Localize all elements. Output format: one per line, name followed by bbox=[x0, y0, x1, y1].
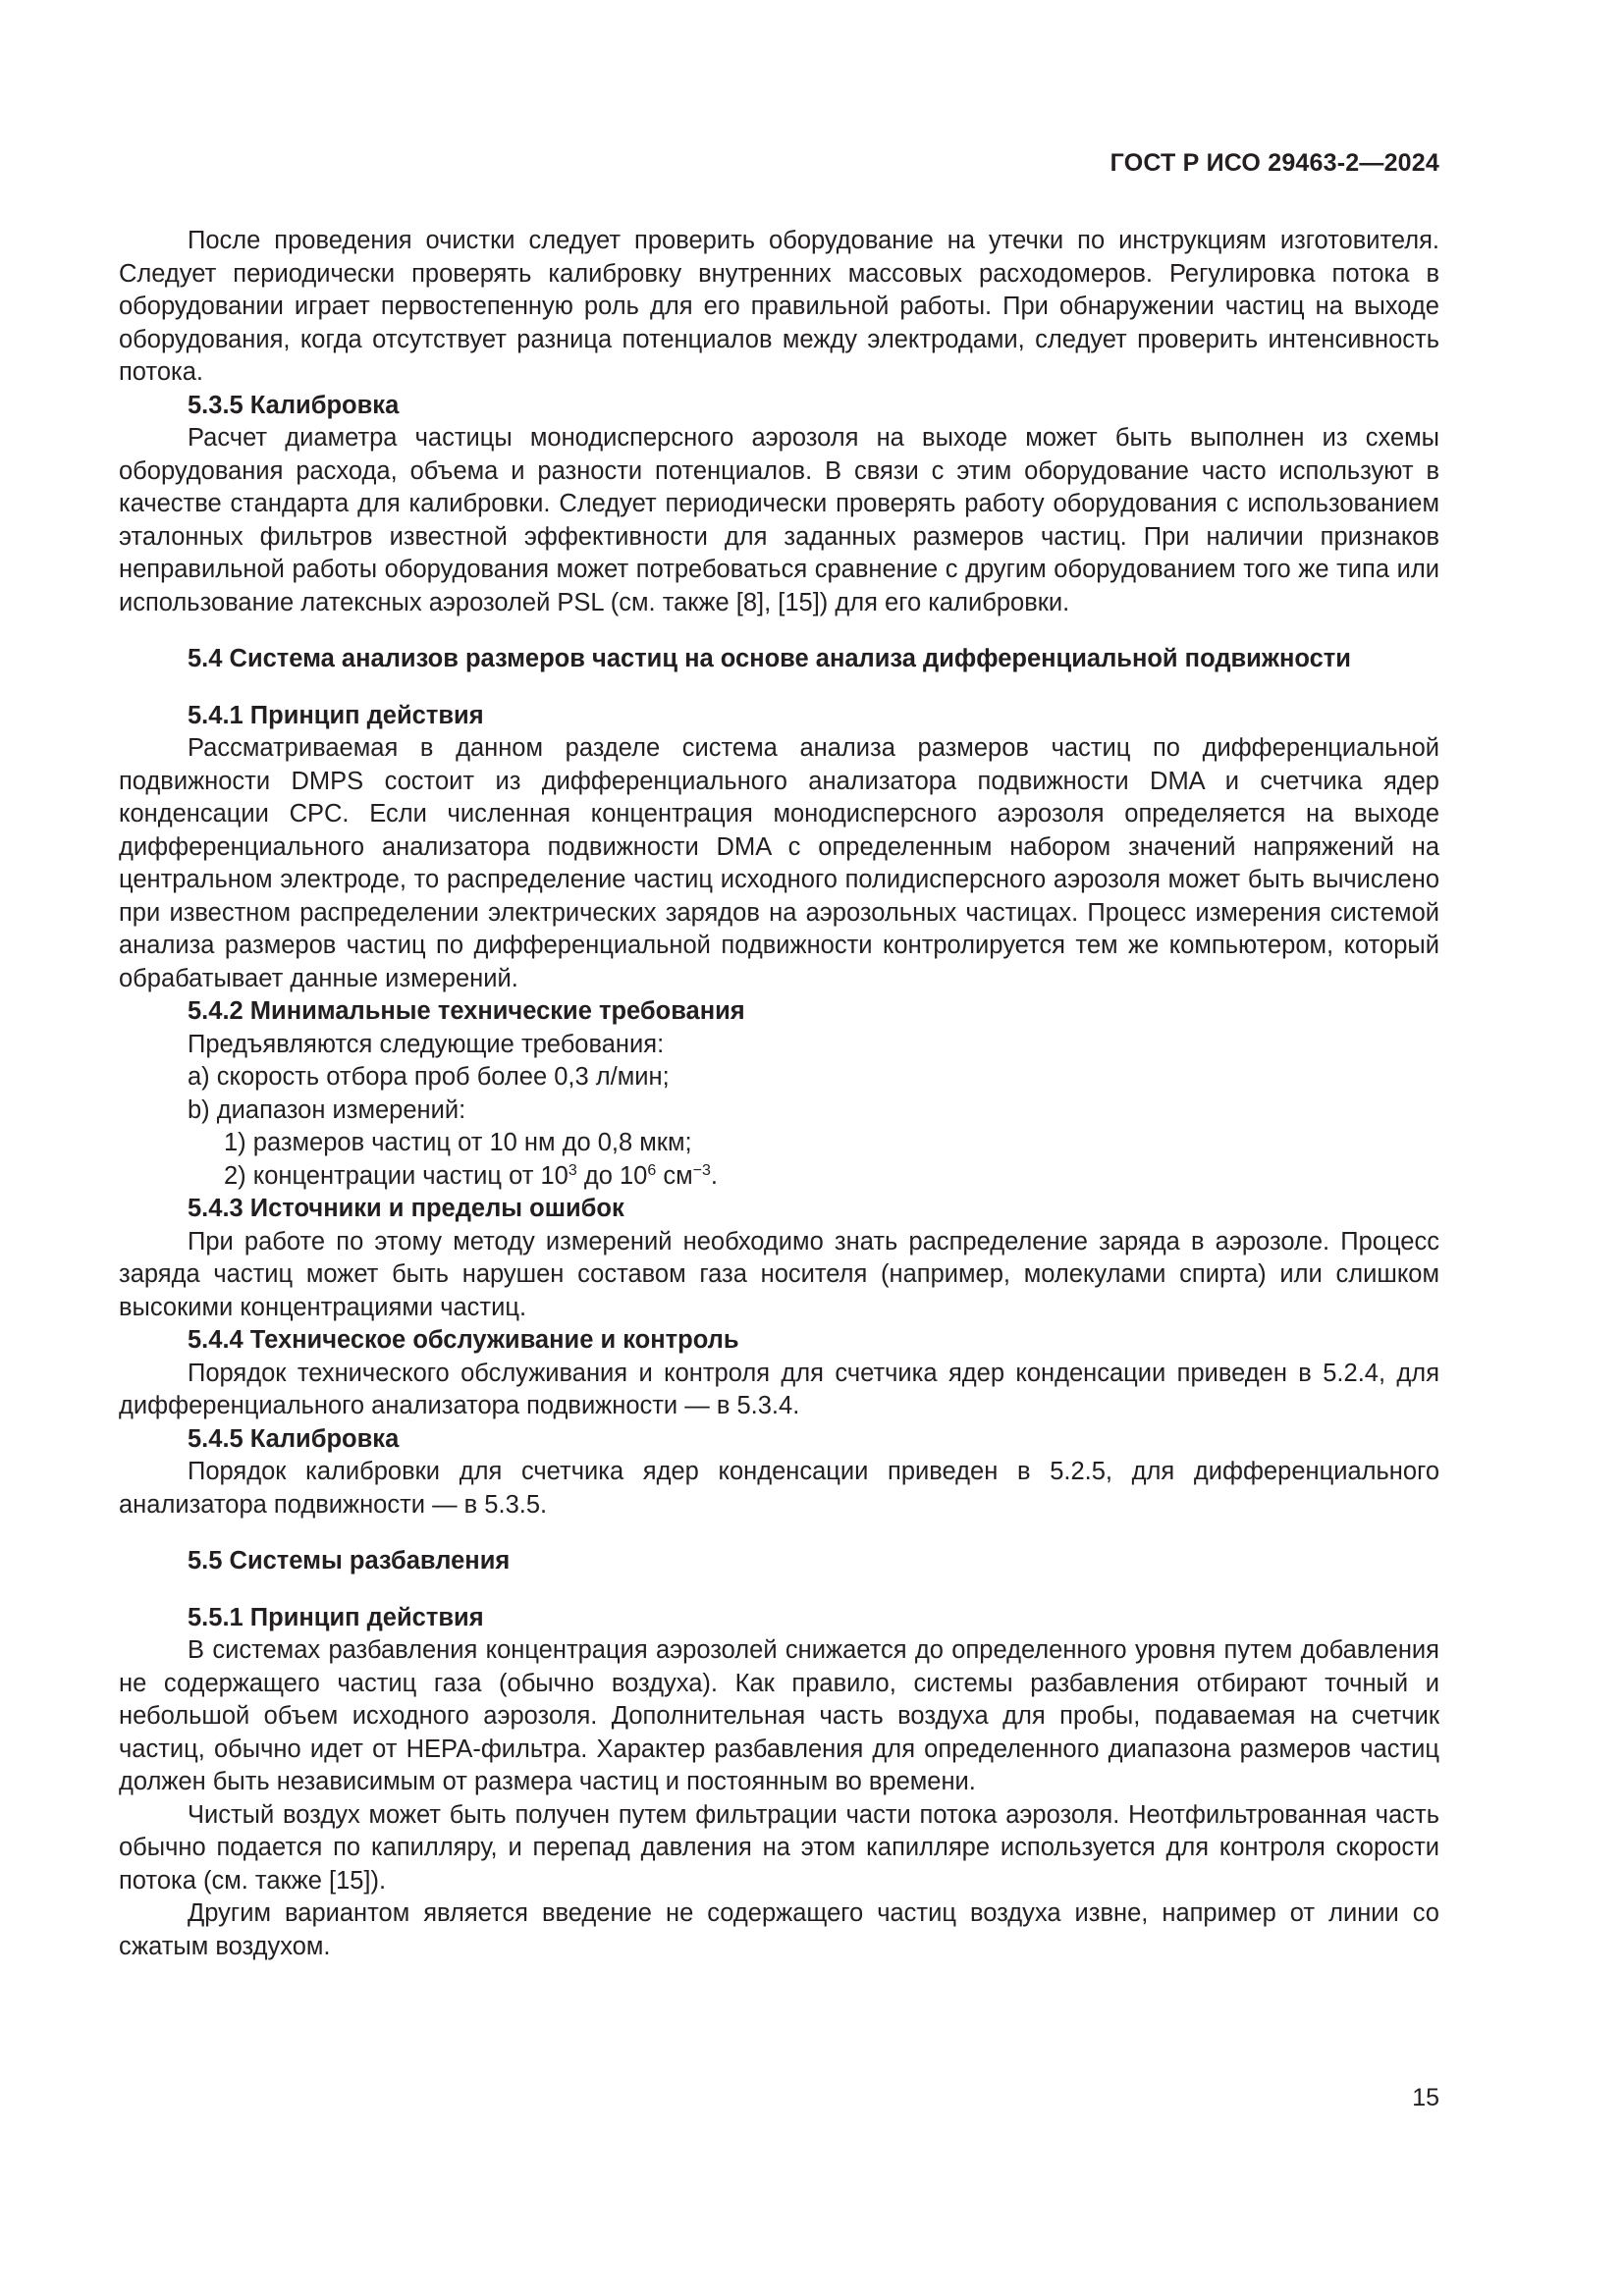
paragraph: После проведения очистки следует проверить оборудование на утечки по инструкциям изготовителя. Следует периодически проверять калибровку внутренних массовых расходомеров. Регулировка потока в оборудовании играет первостепенную роль для его правильной работы. При обнаружении частиц на выходе оборудования, когда отсутствует разница потенциалов между электродами, следует проверить интенсивность потока. bbox=[119, 227, 1439, 386]
document-body bbox=[119, 225, 1439, 1963]
text-run: . bbox=[710, 1161, 718, 1190]
text-run: до 10 bbox=[576, 1161, 648, 1190]
paragraph: Рассматриваемая в данном разделе система анализа размеров частиц по дифференциальной подвижности DMPS состоит из дифференциального анализатора подвижности DMA и счетчика ядер конденсации CPC. Если численная концентрация монодисперсного аэрозоля определяется на выходе дифференциального анализатора подвижности DMA с определенным набором значений напряжений на центральном электроде, то распределение частиц исходного полидисперсного аэрозоля может быть вычислено при известном распределении электрических зарядов на аэрозольных частицах. Процесс измерения системой анализа размеров частиц по дифференциальной подвижности контролируется тем же компьютером, который обрабатывает данные измерений. bbox=[119, 734, 1439, 992]
paragraph: Порядок технического обслуживания и контроля для счетчика ядер конденсации приведен в 5.2.4, для дифференциального анализатора подвижности — в 5.3.4. bbox=[119, 1359, 1439, 1419]
superscript: 3 bbox=[568, 1161, 577, 1179]
list-subitem bbox=[119, 1160, 1439, 1194]
superscript: −3 bbox=[692, 1161, 711, 1179]
page-number: 15 bbox=[1412, 2084, 1439, 2111]
section-heading: 5.5 Системы разбавления bbox=[188, 1547, 511, 1575]
document-header: ГОСТ Р ИСО 29463-2—2024 bbox=[1110, 149, 1439, 177]
list-subitem: 1) размеров частиц от 10 нм до 0,8 мкм; bbox=[224, 1129, 692, 1156]
subsection-heading: 5.4.4 Техническое обслуживание и контроль bbox=[188, 1326, 739, 1354]
list-item: a) скорость отбора проб более 0,3 л/мин; bbox=[188, 1063, 670, 1091]
paragraph: В системах разбавления концентрация аэрозолей снижается до определенного уровня путем добавления не содержащего частиц газа (обычно воздуха). Как правило, системы разбавления отбирают точный и небольшой объем исходного аэрозоля. Дополнительная часть воздуха для пробы, подаваемая на счетчик частиц, обычно идет от НЕРА-фильтра. Характер разбавления для определенного диапазона размеров частиц должен быть независимым от размера частиц и постоянным во времени. bbox=[119, 1636, 1439, 1795]
subsection-heading: 5.5.1 Принцип действия bbox=[188, 1603, 484, 1631]
list-item: b) диапазон измерений: bbox=[188, 1095, 466, 1124]
paragraph: Порядок калибровки для счетчика ядер конденсации приведен в 5.2.5, для дифференциального анализатора подвижности — в 5.3.5. bbox=[119, 1458, 1439, 1519]
subsection-heading: 5.4.5 Калибровка bbox=[188, 1424, 400, 1453]
subsection-heading: 5.4.3 Источники и пределы ошибок bbox=[188, 1195, 624, 1222]
paragraph: Расчет диаметра частицы монодисперсного аэрозоля на выходе может быть выполнен из схемы оборудования расхода, объема и разности потенциалов. В связи с этим оборудование часто используют в качестве стандарта для калибровки. Следует периодически проверять работу оборудования с использованием эталонных фильтров известной эффективности для заданных размеров частиц. При наличии признаков неправильной работы оборудования может потребоваться сравнение с другим оборудованием того же типа или использование латексных аэрозолей PSL (см. также [8], [15]) для его калибровки. bbox=[119, 424, 1439, 616]
superscript: 6 bbox=[647, 1161, 657, 1179]
section-heading: 5.4 Система анализов размеров частиц на основе анализа дифференциальной подвижности bbox=[188, 645, 1351, 672]
text-run: см bbox=[656, 1161, 693, 1190]
paragraph: Предъявляются следующие требования: bbox=[188, 1030, 665, 1058]
paragraph: Другим вариантом является введение не содержащего частиц воздуха извне, например от линии со сжатым воздухом. bbox=[119, 1899, 1439, 1960]
paragraph: Чистый воздух может быть получен путем фильтрации части потока аэрозоля. Неотфильтрованная часть обычно подается по капилляру, и перепад давления на этом капилляре используется для контроля скорости потока (см. также [15]). bbox=[119, 1800, 1439, 1895]
paragraph: При работе по этому методу измерений необходимо знать распределение заряда в аэрозоле. Процесс заряда частиц может быть нарушен составом газа носителя (например, молекулами спирта) или слишком высокими концентрациями частиц. bbox=[119, 1227, 1439, 1321]
text-run: 2) концентрации частиц от 10 bbox=[224, 1161, 568, 1190]
subsection-heading: 5.3.5 Калибровка bbox=[188, 391, 400, 419]
subsection-heading: 5.4.1 Принцип действия bbox=[188, 701, 484, 729]
subsection-heading: 5.4.2 Минимальные технические требования bbox=[188, 997, 745, 1025]
